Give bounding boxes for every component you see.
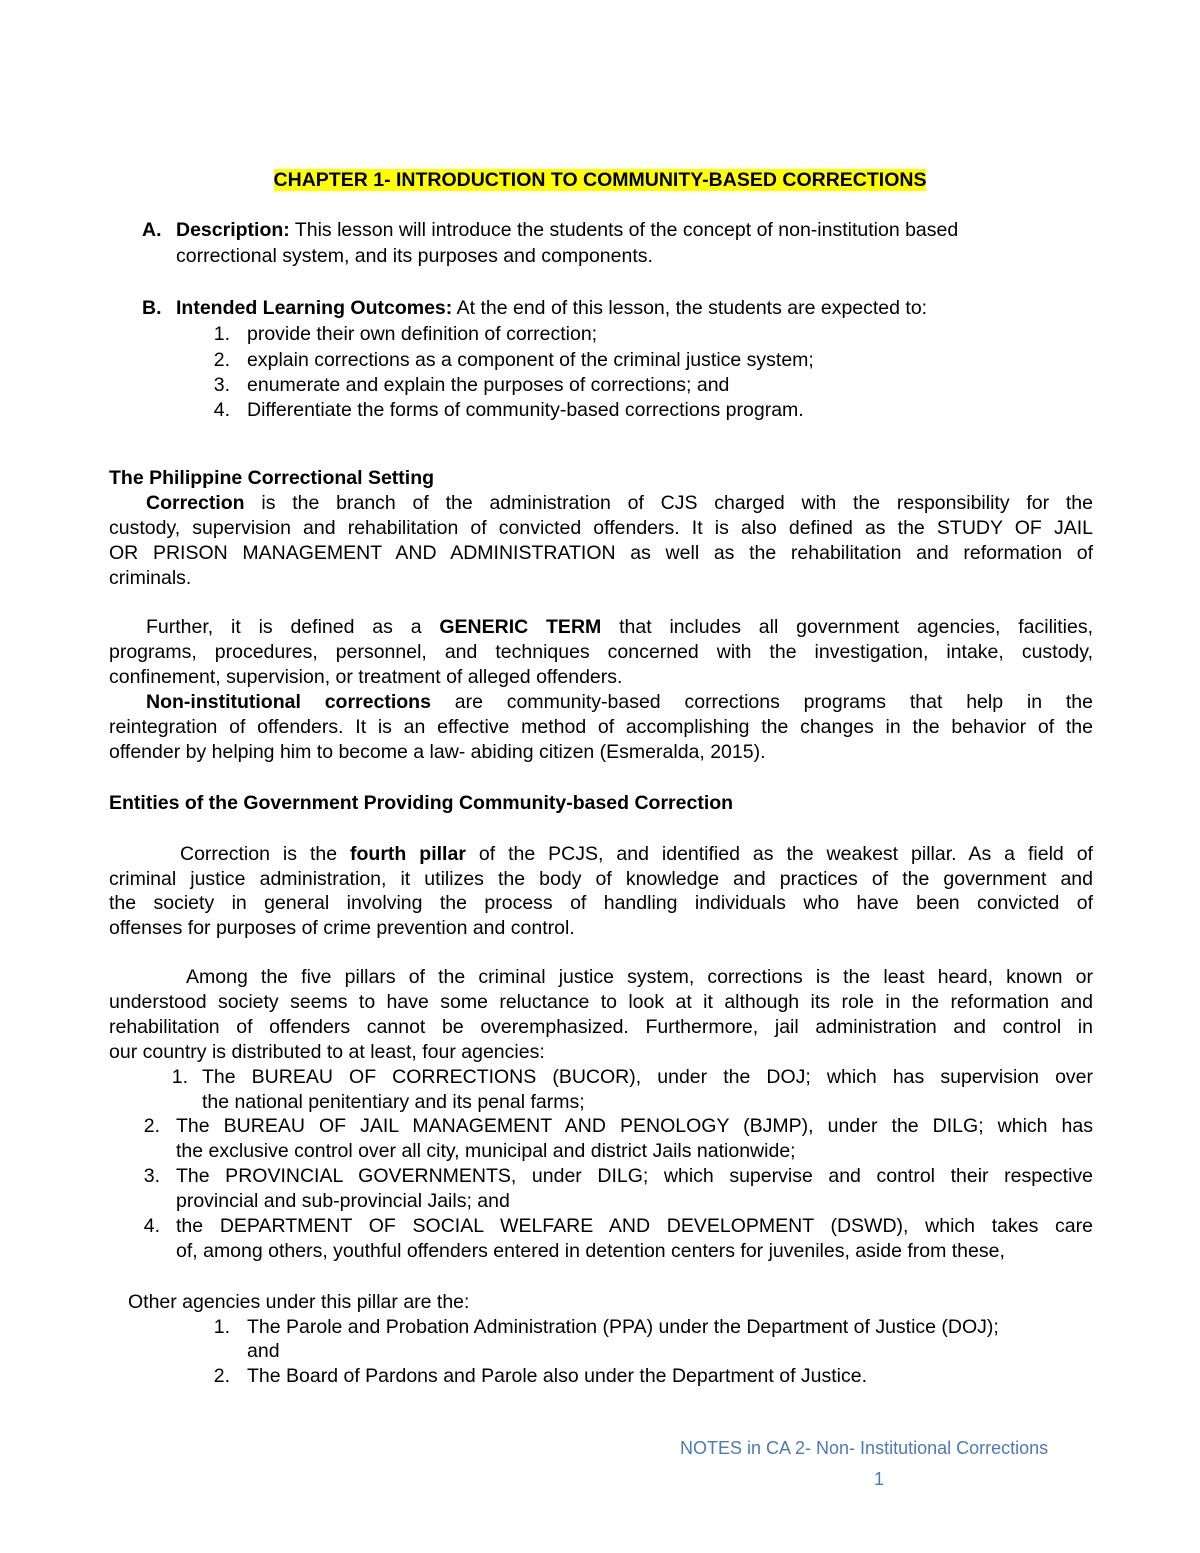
section-a-line2: correctional system, and its purposes and components.	[176, 245, 653, 267]
setting-p1-line4: criminals.	[109, 567, 192, 589]
agency-number: 3.	[143, 1165, 160, 1187]
outcome-number: 4.	[213, 399, 230, 421]
agency-item-line1: The PROVINCIAL GOVERNMENTS, under DILG; which supervise and control their respective	[176, 1165, 1093, 1187]
section-a-line1: Description: This lesson will introduce the students of the concept of non-institution based	[176, 219, 959, 241]
entities-p2-line1: Among the five pillars of the criminal justice system, corrections is the least heard, known or	[186, 966, 1093, 988]
agency-number: 1.	[171, 1066, 188, 1088]
other-agency-number: 1.	[213, 1316, 230, 1338]
section-a-marker: A.	[142, 219, 162, 241]
other-agencies-intro: Other agencies under this pillar are the:	[128, 1291, 470, 1313]
entities-p2-line3: rehabilitation of offenders cannot be overemphasized. Furthermore, jail administration and control in	[109, 1016, 1093, 1038]
agency-item-line2: the exclusive control over all city, municipal and district Jails nationwide;	[176, 1140, 796, 1162]
agency-item-line2: provincial and sub-provincial Jails; and	[176, 1190, 510, 1212]
setting-p2-line3: confinement, supervision, or treatment of alleged offenders.	[109, 666, 623, 688]
agency-item-line1: The BUREAU OF JAIL MANAGEMENT AND PENOLOGY (BJMP), under the DILG; which has	[176, 1115, 1093, 1137]
setting-p2-line2: programs, procedures, personnel, and techniques concerned with the investigation, intake, custody,	[109, 641, 1093, 663]
setting-p1-line2: custody, supervision and rehabilitation of convicted offenders. It is also defined as the STUDY OF JAIL	[109, 517, 1093, 539]
chapter-title: CHAPTER 1- INTRODUCTION TO COMMUNITY-BASED CORRECTIONS	[273, 169, 927, 191]
outcome-item: explain corrections as a component of the criminal justice system;	[247, 349, 814, 371]
agency-item-line2: of, among others, youthful offenders entered in detention centers for juveniles, aside from these,	[176, 1240, 1005, 1262]
section-b-marker: B.	[142, 297, 162, 319]
entities-p2-line2: understood society seems to have some reluctance to look at it although its role in the reformation and	[109, 991, 1093, 1013]
setting-p3-line2: reintegration of offenders. It is an effective method of accomplishing the changes in the behavior of the	[109, 716, 1093, 738]
setting-p1-line1: Correction is the branch of the administration of CJS charged with the responsibility for the	[146, 492, 1093, 514]
outcome-number: 3.	[213, 374, 230, 396]
entities-p1-line4: offenses for purposes of crime prevention and control.	[109, 917, 575, 939]
outcome-item: provide their own definition of correction;	[247, 323, 598, 345]
other-agency-number: 2.	[213, 1365, 230, 1387]
agency-item-line2: the national penitentiary and its penal farms;	[202, 1091, 585, 1113]
setting-p3-line3: offender by helping him to become a law- abiding citizen (Esmeralda, 2015).	[109, 741, 766, 763]
agency-number: 4.	[143, 1215, 160, 1237]
agency-item-line1: The BUREAU OF CORRECTIONS (BUCOR), under the DOJ; which has supervision over	[202, 1066, 1093, 1088]
outcome-item: Differentiate the forms of community-based corrections program.	[247, 399, 804, 421]
other-agency-line1: The Board of Pardons and Parole also under the Department of Justice.	[247, 1365, 868, 1387]
section-b-heading: Intended Learning Outcomes: At the end of this lesson, the students are expected to:	[176, 297, 928, 319]
setting-p2-line1: Further, it is defined as a GENERIC TERM that includes all government agencies, facilities,	[146, 616, 1093, 638]
setting-heading: The Philippine Correctional Setting	[109, 467, 435, 489]
entities-p1-line1: Correction is the fourth pillar of the PCJS, and identified as the weakest pillar. As a field of	[180, 843, 1093, 865]
agency-number: 2.	[143, 1115, 160, 1137]
entities-p1-line3: the society in general involving the process of handling individuals who have been convicted of	[109, 892, 1093, 914]
outcome-number: 2.	[213, 349, 230, 371]
entities-p1-line2: criminal justice administration, it utilizes the body of knowledge and practices of the government and	[109, 868, 1093, 890]
page-number: 1	[874, 1469, 885, 1489]
other-agency-line1: The Parole and Probation Administration (PPA) under the Department of Justice (DOJ);	[247, 1316, 999, 1338]
outcome-item: enumerate and explain the purposes of corrections; and	[247, 374, 730, 396]
agency-item-line1: the DEPARTMENT OF SOCIAL WELFARE AND DEVELOPMENT (DSWD), which takes care	[176, 1215, 1093, 1237]
other-agency-line2: and	[247, 1340, 280, 1362]
entities-heading: Entities of the Government Providing Community-based Correction	[109, 792, 734, 814]
setting-p1-line3: OR PRISON MANAGEMENT AND ADMINISTRATION as well as the rehabilitation and reformation of	[109, 542, 1093, 564]
entities-p2-line4: our country is distributed to at least, four agencies:	[109, 1041, 545, 1063]
footer-text: NOTES in CA 2- Non- Institutional Corrections	[680, 1438, 1049, 1458]
setting-p3-line1: Non-institutional corrections are community-based corrections programs that help in the	[146, 691, 1093, 713]
outcome-number: 1.	[213, 323, 230, 345]
